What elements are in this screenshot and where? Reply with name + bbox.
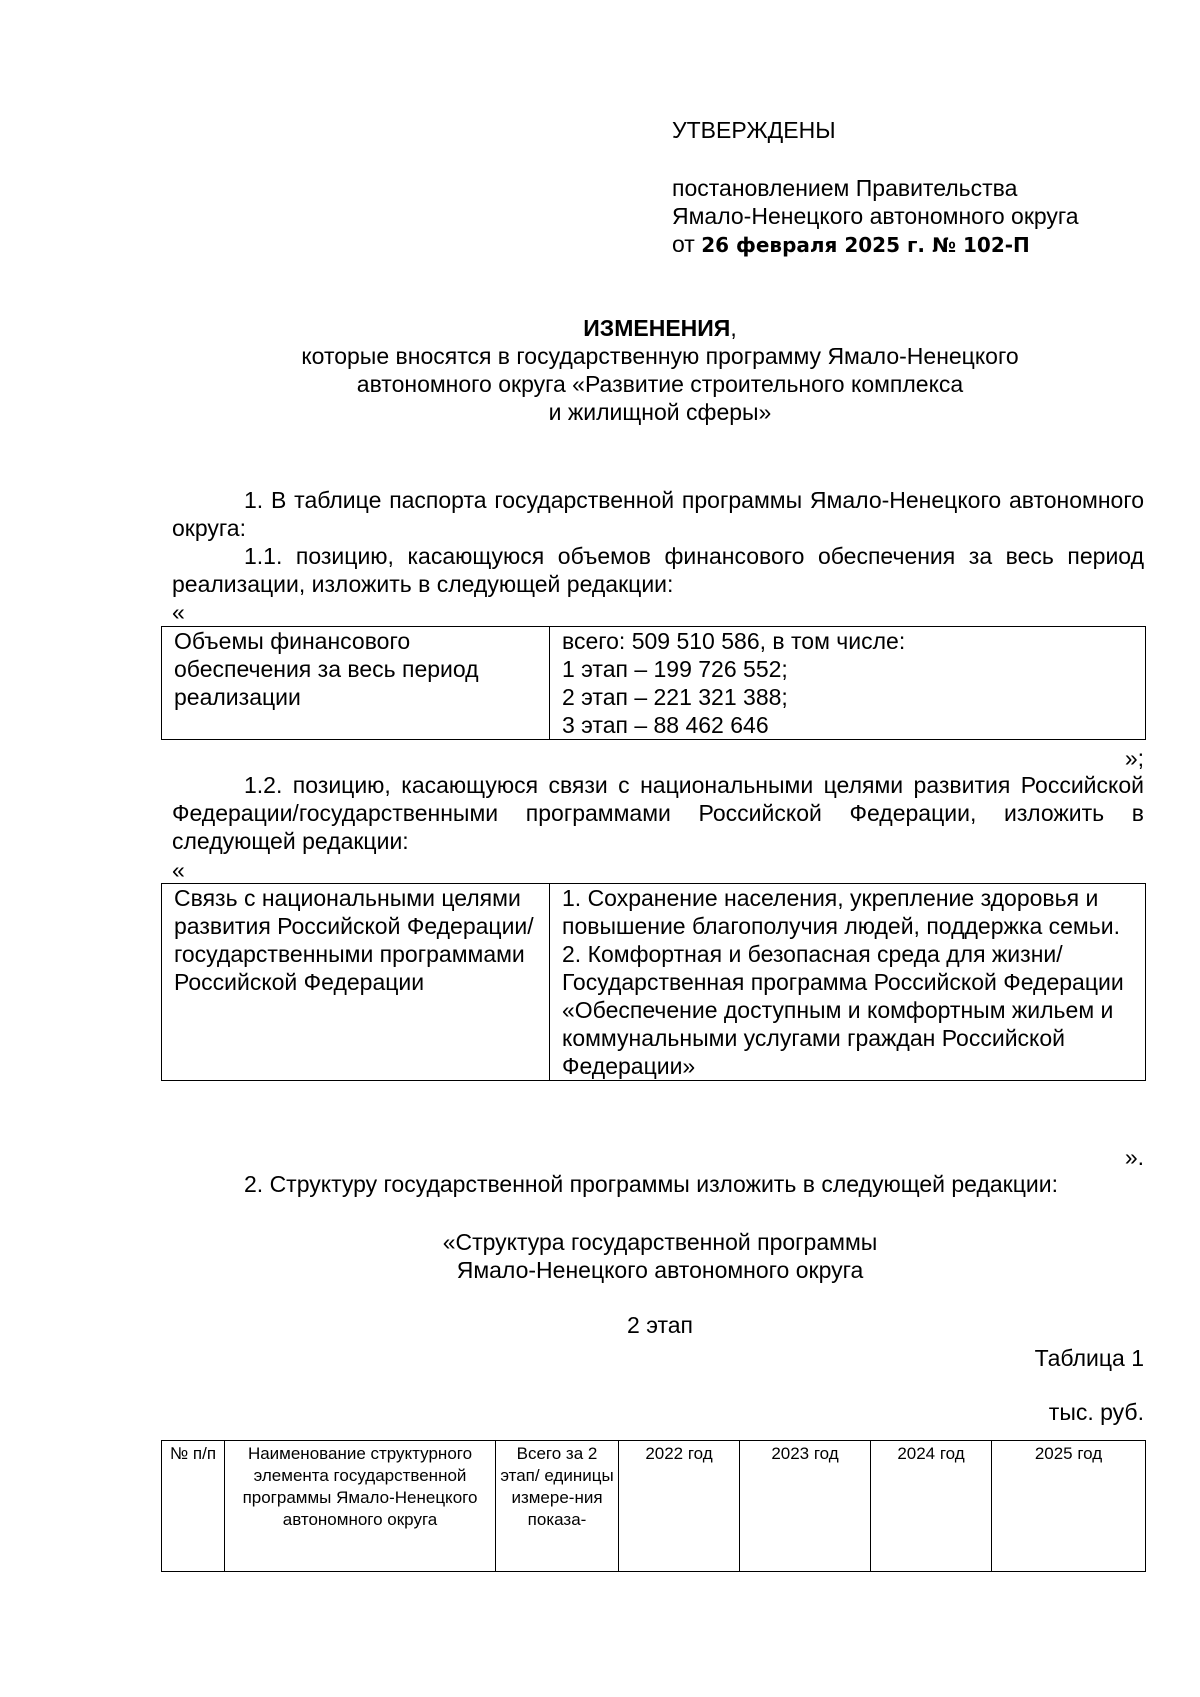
stage-label: 2 этап <box>627 1312 693 1338</box>
goals-label-cell: Связь с национальными целями развития Российской Федерации/ государственными программами Российской Федерации <box>162 884 550 1081</box>
col-number: № п/п <box>162 1441 225 1572</box>
col-2022: 2022 год <box>619 1441 740 1572</box>
document-title <box>160 314 1160 426</box>
financing-stage-3: 3 этап – 88 462 646 <box>562 712 769 738</box>
financing-stage-1: 1 этап – 199 726 552; <box>562 656 788 682</box>
item-1-1: 1.1. позицию, касающуюся объемов финансового обеспечения за весь период реализации, изложить в следующей редакции: <box>172 543 1144 597</box>
structure-table <box>161 1440 1146 1572</box>
section-2-intro: 2. Структуру государственной программы изложить в следующей редакции: <box>244 1171 1058 1197</box>
approval-line-2: Ямало-Ненецкого автономного округа <box>672 203 1079 229</box>
title-comma: , <box>730 315 737 341</box>
structure-heading-line-2: Ямало-Ненецкого автономного округа <box>456 1257 864 1283</box>
section-1-intro: 1. В таблице паспорта государственной программы Ямало-Ненецкого автономного округа: <box>172 487 1144 541</box>
passport-table-goals <box>161 883 1146 1081</box>
open-quote-2: « <box>172 857 185 883</box>
financing-values-cell <box>550 627 1146 740</box>
title-line-2: которые вносятся в государственную программу Ямало-Ненецкого <box>301 343 1019 369</box>
col-2025: 2025 год <box>992 1441 1146 1572</box>
passport-table-financing <box>161 626 1146 740</box>
col-2024: 2024 год <box>871 1441 992 1572</box>
goal-2: 2. Комфортная и безопасная среда для жизни/Государственная программа Российской Федерации «Обеспечение доступным и комфортным жильем и коммунальными услугами граждан Российской Федерации» <box>562 941 1124 1079</box>
approval-heading: УТВЕРЖДЕНЫ <box>672 117 836 143</box>
col-2023: 2023 год <box>740 1441 871 1572</box>
decree-number: 26 февраля 2025 г. № 102-П <box>701 233 1030 257</box>
item-1-2: 1.2. позицию, касающуюся связи с национальными целями развития Российской Федерации/государственными программами Российской Федерации, изложить в следующей редакции: <box>172 772 1144 854</box>
close-quote-2: ». <box>1124 1144 1144 1170</box>
decree-prefix: от <box>672 231 695 257</box>
close-quote-1: »; <box>1124 745 1144 771</box>
goal-1: 1. Сохранение населения, укрепление здоровья и повышение благополучия людей, поддержка семьи. <box>562 885 1120 939</box>
title-main: ИЗМЕНЕНИЯ <box>583 315 731 341</box>
col-element-name: Наименование структурного элемента государственной программы Ямало-Ненецкого автономного округа <box>225 1441 496 1572</box>
goals-values-cell <box>550 884 1146 1081</box>
structure-heading-line-1: «Структура государственной программы <box>442 1229 878 1255</box>
units-label: тыс. руб. <box>1048 1399 1144 1425</box>
structure-heading <box>160 1228 1160 1284</box>
approval-block <box>672 116 1152 259</box>
financing-stage-2: 2 этап – 221 321 388; <box>562 684 788 710</box>
col-total: Всего за 2 этап/ единицы измере-ния показа- <box>496 1441 619 1572</box>
structure-table-header-row <box>162 1441 1146 1572</box>
financing-total: всего: 509 510 586, в том числе: <box>562 628 906 654</box>
title-line-4: и жилищной сферы» <box>548 399 772 425</box>
open-quote-1: « <box>172 599 185 625</box>
table-number-label: Таблица 1 <box>1034 1345 1144 1371</box>
financing-label-cell: Объемы финансового обеспечения за весь период реализации <box>162 627 550 740</box>
title-line-3: автономного округа «Развитие строительного комплекса <box>356 371 964 397</box>
decree-line <box>672 230 1152 259</box>
approval-line-1: постановлением Правительства <box>672 175 1018 201</box>
